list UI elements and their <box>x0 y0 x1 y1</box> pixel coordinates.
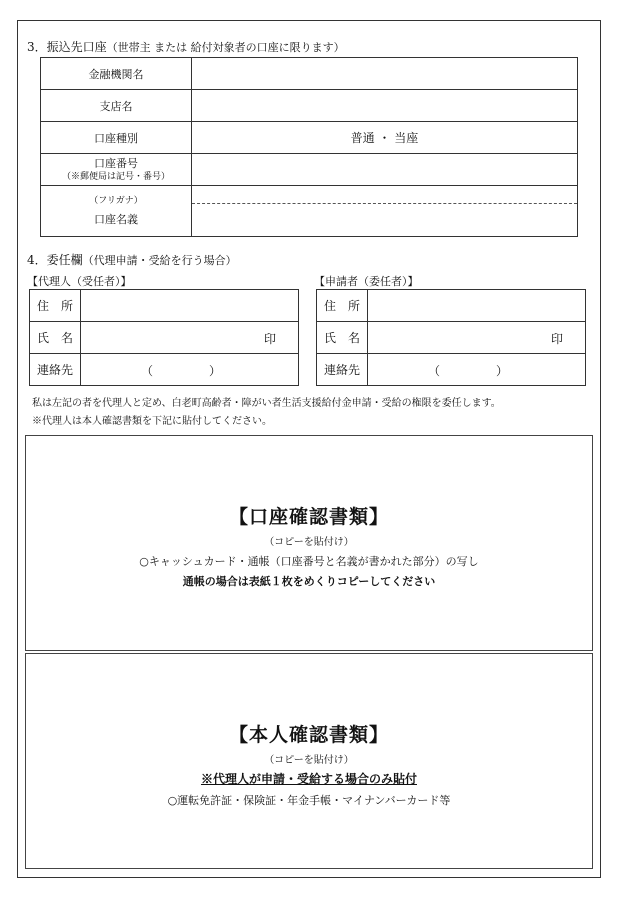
account-type-label: 口座種別 <box>41 122 192 154</box>
furigana-label: （フリガナ） <box>89 196 143 206</box>
agent-address-field[interactable] <box>81 290 299 322</box>
account-docs-title: 【口座確認書類】 <box>228 506 389 528</box>
account-number-label-cell <box>41 154 192 186</box>
table-row <box>30 354 299 386</box>
applicant-name-label: 氏 名 <box>317 322 368 354</box>
applicant-paren-open: （ <box>428 364 441 378</box>
agent-name-label: 氏 名 <box>30 322 81 354</box>
applicant-seal-mark: 印 <box>550 332 563 346</box>
account-holder-field[interactable] <box>192 186 578 237</box>
account-docs-content <box>26 502 592 589</box>
applicant-paren-close: ） <box>496 364 509 378</box>
section4-heading <box>27 251 237 268</box>
delegation-note: ※代理人は本人確認書類を下記に貼付してください。 <box>32 416 272 427</box>
table-row <box>41 122 578 154</box>
branch-name-label: 支店名 <box>41 90 192 122</box>
agent-paren-open: （ <box>141 364 154 378</box>
account-docs-box <box>25 435 593 651</box>
agent-paren-close: ） <box>209 364 222 378</box>
table-row <box>41 186 578 237</box>
agent-contact-field[interactable] <box>81 354 299 386</box>
section3-title: 3．振込先口座 <box>27 40 107 54</box>
account-number-field[interactable] <box>192 154 578 186</box>
delegation-statement: 私は左記の者を代理人と定め、白老町高齢者・障がい者生活支援給付金申請・受給の権限を委任します。 <box>32 398 501 409</box>
applicant-name-field[interactable] <box>368 322 586 354</box>
account-docs-line2: 通帳の場合は表紙１枚をめくりコピーしてください <box>182 575 436 588</box>
table-row <box>30 322 299 354</box>
applicant-heading: 【申請者（委任者）】 <box>314 275 419 288</box>
section4-subtitle: （代理申請・受給を行う場合） <box>82 254 237 267</box>
table-row <box>30 290 299 322</box>
id-docs-title: 【本人確認書類】 <box>228 724 389 746</box>
applicant-address-field[interactable] <box>368 290 586 322</box>
table-row <box>317 322 586 354</box>
id-docs-content <box>26 720 592 808</box>
bank-account-table <box>40 57 578 237</box>
applicant-address-label: 住 所 <box>317 290 368 322</box>
account-type-options[interactable]: 普通 ・ 当座 <box>192 122 578 154</box>
agent-seal-mark: 印 <box>263 332 276 346</box>
agent-name-field[interactable] <box>81 322 299 354</box>
table-row <box>41 90 578 122</box>
account-holder-label-cell <box>41 186 192 237</box>
agent-address-label: 住 所 <box>30 290 81 322</box>
furigana-divider <box>192 203 577 204</box>
agent-contact-label: 連絡先 <box>30 354 81 386</box>
id-docs-sub: （コピーを貼付け） <box>264 755 354 766</box>
agent-table <box>29 289 299 386</box>
table-row <box>317 290 586 322</box>
account-number-label: 口座番号 <box>94 156 138 170</box>
section3-heading <box>27 38 345 55</box>
applicant-table <box>316 289 586 386</box>
section3-subtitle: （世帯主 または 給付対象者の口座に限ります） <box>106 41 345 54</box>
account-number-note: （※郵便局は記号・番号） <box>61 171 170 182</box>
account-docs-line1: ○キャッシュカード・通帳（口座番号と名義が書かれた部分）の写し <box>139 555 479 568</box>
applicant-contact-field[interactable] <box>368 354 586 386</box>
agent-heading: 【代理人（受任者）】 <box>27 275 132 288</box>
bank-name-field[interactable] <box>192 58 578 90</box>
id-docs-line1: ※代理人が申請・受給する場合のみ貼付 <box>200 772 417 786</box>
bank-name-label: 金融機関名 <box>41 58 192 90</box>
table-row <box>317 354 586 386</box>
branch-name-field[interactable] <box>192 90 578 122</box>
account-holder-label: 口座名義 <box>94 213 138 226</box>
table-row <box>41 58 578 90</box>
applicant-contact-label: 連絡先 <box>317 354 368 386</box>
table-row <box>41 154 578 186</box>
id-docs-box <box>25 653 593 869</box>
section4-title: 4．委任欄 <box>27 253 83 267</box>
id-docs-line2: ○運転免許証・保険証・年金手帳・マイナンバーカード等 <box>167 794 451 807</box>
account-docs-sub: （コピーを貼付け） <box>264 537 354 548</box>
